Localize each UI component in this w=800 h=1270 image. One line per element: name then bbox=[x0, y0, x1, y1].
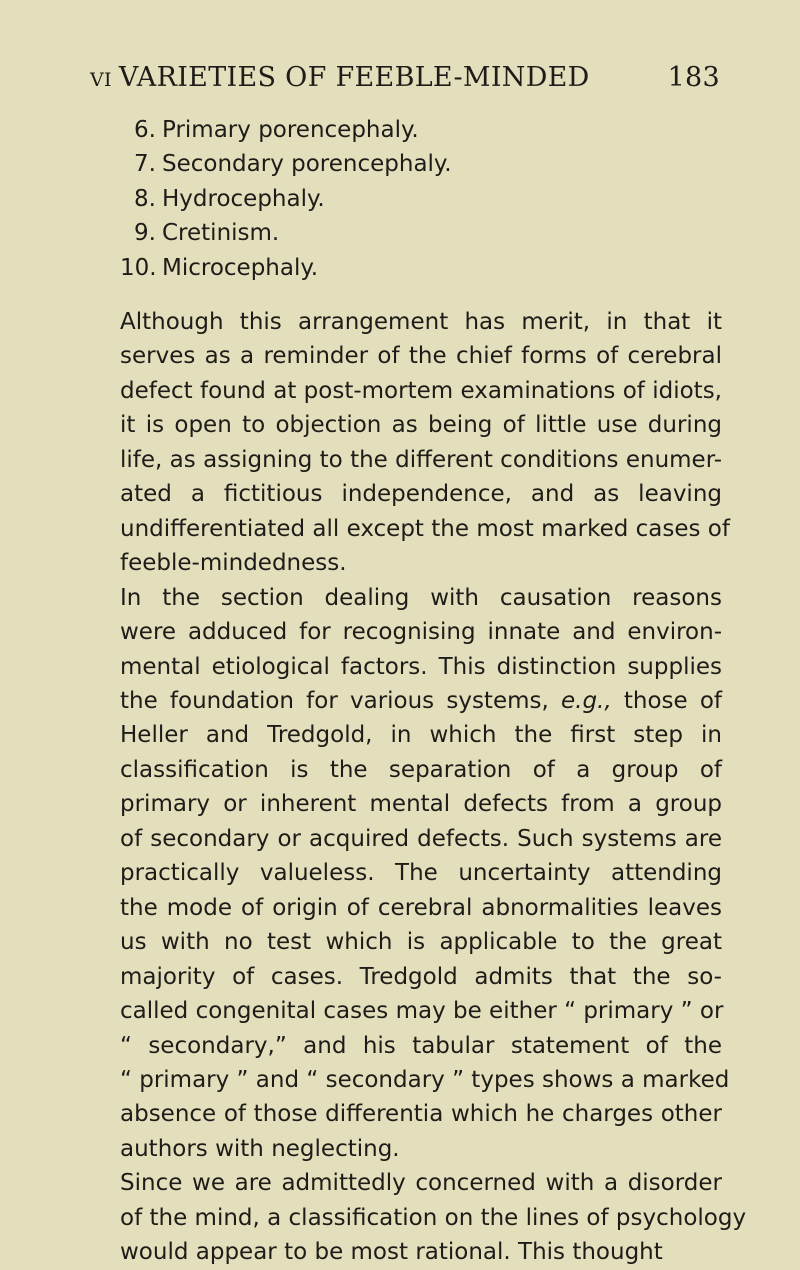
running-title: VARIETIES OF FEEBLE-MINDED bbox=[118, 62, 590, 93]
text-line: of secondary or acquired defects. Such systems are bbox=[120, 825, 722, 852]
list-item bbox=[120, 216, 452, 250]
text-line: life, as assigning to the different conditions enumer- bbox=[120, 446, 722, 473]
body-text bbox=[90, 305, 747, 1270]
text-line: were adduced for recognising innate and environ- bbox=[120, 619, 722, 646]
paragraph bbox=[90, 1166, 747, 1269]
text-line: Since we are admittedly concerned with a disorder bbox=[120, 1170, 722, 1197]
text-line: the foundation for various systems, e.g., those of bbox=[120, 687, 722, 714]
emphasis: e.g., bbox=[560, 687, 612, 714]
running-header bbox=[90, 62, 720, 93]
list-item-number: 9. bbox=[134, 220, 156, 247]
list-item-number: 6. bbox=[134, 117, 156, 143]
list-item-number: 7. bbox=[134, 151, 156, 178]
section-number: VI bbox=[90, 69, 112, 91]
list-item-text: Cretinism. bbox=[162, 220, 280, 247]
text-line: Heller and Tredgold, in which the first step in bbox=[120, 722, 722, 749]
text-line: would appear to be most rational. This thought bbox=[120, 1239, 663, 1266]
text-line: In the section dealing with causation reasons bbox=[120, 584, 722, 611]
paragraph bbox=[90, 305, 730, 581]
list-item-text: Secondary porencephaly. bbox=[162, 151, 452, 178]
text-line: undifferentiated all except the most marked cases of bbox=[120, 515, 730, 542]
paragraph bbox=[90, 581, 730, 1167]
list-item-text: Primary porencephaly. bbox=[162, 117, 419, 143]
text-line: “ primary ” and “ secondary ” types shows a marked bbox=[120, 1066, 730, 1093]
text-line: of the mind, a classification on the lines of psychology bbox=[120, 1204, 747, 1231]
text-line: “ secondary,” and his tabular statement of the bbox=[120, 1032, 722, 1059]
text-line: mental etiological factors. This distinction supplies bbox=[120, 653, 722, 680]
text-line: it is open to objection as being of little use during bbox=[120, 412, 722, 439]
list-item-number: 10. bbox=[120, 254, 157, 281]
page-number: 183 bbox=[667, 62, 720, 93]
list-item-text: Microcephaly. bbox=[162, 254, 319, 281]
list-item bbox=[120, 147, 452, 181]
list-item-number: 8. bbox=[134, 185, 156, 212]
text-line: Although this arrangement has merit, in that it bbox=[120, 309, 722, 335]
text-line: absence of those differentia which he charges other bbox=[120, 1101, 722, 1128]
text-line: ated a fictitious independence, and as leaving bbox=[120, 481, 722, 508]
list-item bbox=[120, 182, 452, 216]
list-item bbox=[120, 113, 452, 147]
text-line: classification is the separation of a group of bbox=[120, 756, 722, 783]
text-line: authors with neglecting. bbox=[120, 1135, 400, 1162]
text-line: majority of cases. Tredgold admits that the so- bbox=[120, 963, 722, 990]
text-line: defect found at post-mortem examinations of idiots, bbox=[120, 377, 722, 404]
text-line: serves as a reminder of the chief forms of cerebral bbox=[120, 343, 722, 370]
text-line: feeble-mindedness. bbox=[120, 550, 347, 577]
list-item-text: Hydrocephaly. bbox=[162, 185, 325, 212]
text-line: primary or inherent mental defects from a group bbox=[120, 791, 722, 818]
text-line: practically valueless. The uncertainty attending bbox=[120, 860, 722, 887]
text-line: called congenital cases may be either “ primary ” or bbox=[120, 998, 724, 1025]
text-line: the mode of origin of cerebral abnormalities leaves bbox=[120, 894, 722, 921]
list-item bbox=[120, 251, 452, 285]
text-line: us with no test which is applicable to the great bbox=[120, 929, 722, 956]
numbered-list bbox=[120, 113, 452, 285]
